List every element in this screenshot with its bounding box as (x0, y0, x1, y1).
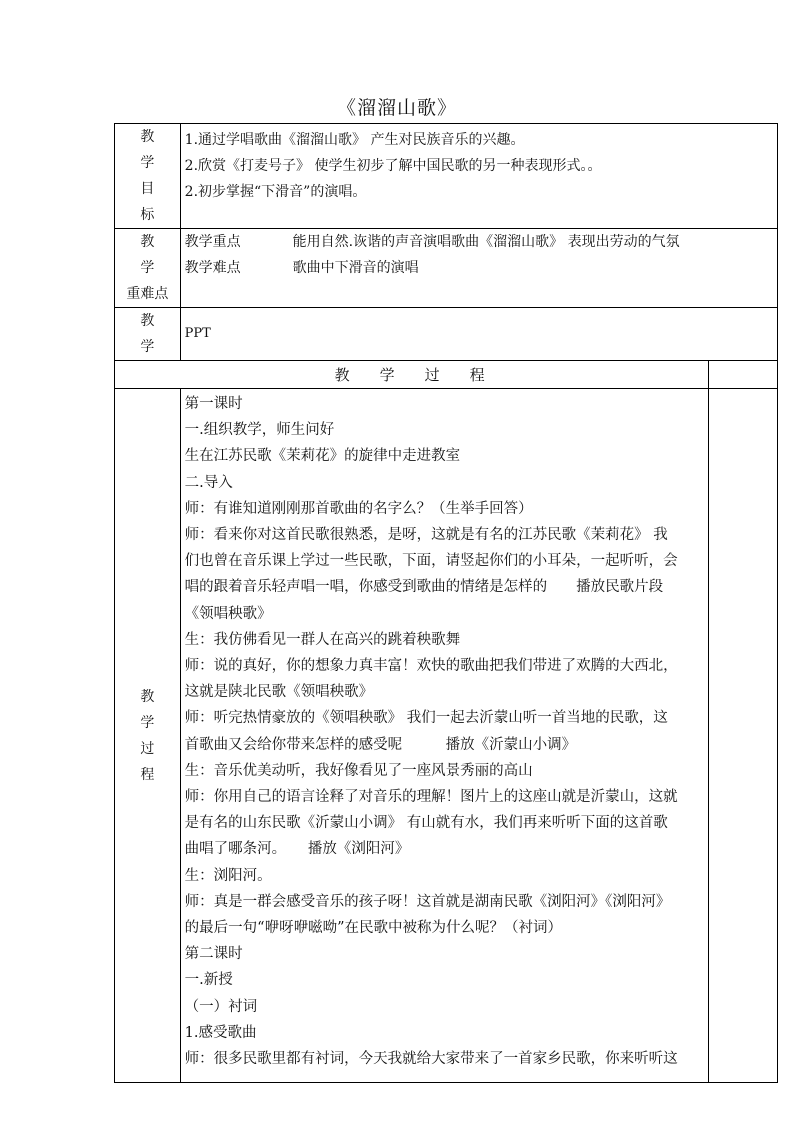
process-side-char: 教 (140, 688, 155, 705)
process-header: 教学过程 (115, 361, 709, 389)
difficult-point-text: 歌曲中下滑音的演唱 (292, 260, 419, 276)
process-line: 师：真是一群会感受音乐的孩子呀！这首就是湖南民歌《浏阳河》《浏阳河》 (184, 893, 671, 910)
objectives-label-line1: 教 学 (140, 129, 169, 171)
objective-line: 1.通过学唱歌曲《溜溜山歌》 产生对民族音乐的兴趣。 (184, 132, 525, 148)
process-line: 第一课时 (184, 396, 243, 412)
difficult-point-label: 教学难点 (184, 260, 241, 276)
process-line: 们也曾在音乐课上学过一些民歌，下面，请竖起你们的小耳朵，一起听听，会 (184, 553, 678, 570)
process-side-char: 程 (140, 766, 155, 783)
process-line: 生：我仿佛看见一群人在高兴的跳着秧歌舞 (184, 631, 461, 648)
keypoints-content (180, 229, 777, 308)
process-content (180, 389, 709, 1083)
process-line: 的最后一句“咿呀咿嗞呦”在民歌中被称为什么呢？（衬词） (184, 920, 562, 937)
resources-label-text: 教 学 (140, 313, 169, 355)
process-line: 1.感受歌曲 (184, 1024, 257, 1041)
keypoints-label-line2: 重难点 (126, 286, 169, 302)
key-point-row (185, 229, 773, 255)
process-line: 首歌曲又会给你带来怎样的感受呢 播放《沂蒙山小调》 (184, 736, 577, 753)
key-point-label: 教学重点 (184, 234, 241, 250)
process-line: 唱的跟着音乐轻声唱一唱，你感受到歌曲的情绪是怎样的 播放民歌片段 (184, 579, 664, 596)
process-line: （一）衬词 (184, 998, 258, 1015)
process-header-notes (709, 361, 778, 389)
keypoints-label-line1: 教 学 (140, 234, 169, 276)
objectives-label-line2: 目 标 (140, 181, 169, 223)
process-line: 二.导入 (184, 474, 233, 491)
process-line: 生在江苏民歌《茉莉花》的旋律中走进教室 (184, 448, 461, 465)
process-line: 一.组织教学，师生问好 (184, 422, 335, 439)
process-line: 师：很多民歌里都有衬词，今天我就给大家带来了一首家乡民歌，你来听听这 (184, 1051, 678, 1068)
resources-label (115, 308, 181, 361)
process-line: 师：有谁知道刚刚那首歌曲的名字么？（生举手回答） (184, 500, 533, 517)
process-line: 生：音乐优美动听，我好像看见了一座风景秀丽的高山 (184, 762, 533, 779)
objectives-content (180, 124, 777, 229)
key-point-text: 能用自然.诙谐的声音演唱歌曲《溜溜山歌》 表现出劳动的气氛 (292, 234, 680, 250)
objective-line: 2.欣赏《打麦号子》 使学生初步了解中国民歌的另一种表现形式。。 (184, 158, 602, 174)
process-header-row (115, 361, 778, 389)
process-line: 生：浏阳河。 (184, 867, 272, 884)
difficult-point-row (185, 255, 773, 281)
process-line: 曲唱了哪条河。 播放《浏阳河》 (184, 841, 410, 858)
process-line: 是有名的山东民歌《沂蒙山小调》 有山就有水，我们再来听听下面的这首歌 (184, 815, 668, 832)
process-line: 师：看来你对这首民歌很熟悉，是呀，这就是有名的江苏民歌《茉莉花》 我 (184, 527, 668, 544)
process-body-row (115, 389, 778, 1083)
objectives-row (115, 124, 778, 229)
process-line: 第二课时 (184, 946, 243, 963)
page-title: 《溜溜山歌》 (336, 97, 457, 119)
resources-row (115, 308, 778, 361)
process-line: 师：说的真好，你的想象力真丰富！欢快的歌曲把我们带进了欢腾的大西北， (184, 658, 678, 675)
process-line: 师：你用自己的语言诠释了对音乐的理解！图片上的这座山就是沂蒙山，这就 (184, 789, 678, 806)
keypoints-label (115, 229, 181, 308)
process-line: 一.新授 (184, 972, 233, 989)
process-side-label (115, 389, 181, 1083)
keypoints-row (115, 229, 778, 308)
objective-line: 2.初步掌握“下滑音”的演唱。 (184, 184, 367, 200)
lesson-plan-table (114, 123, 778, 1083)
process-line: 师：听完热情豪放的《领唱秧歌》 我们一起去沂蒙山听一首当地的民歌，这 (184, 710, 668, 727)
process-line: 这就是陕北民歌《领唱秧歌》 (184, 684, 374, 701)
process-side-char: 学 (140, 714, 155, 731)
process-notes-column (709, 389, 778, 1083)
process-side-char: 过 (140, 740, 155, 757)
objectives-label (115, 124, 181, 229)
process-line: 《领唱秧歌》 (184, 605, 272, 622)
resources-value: PPT (180, 308, 777, 361)
